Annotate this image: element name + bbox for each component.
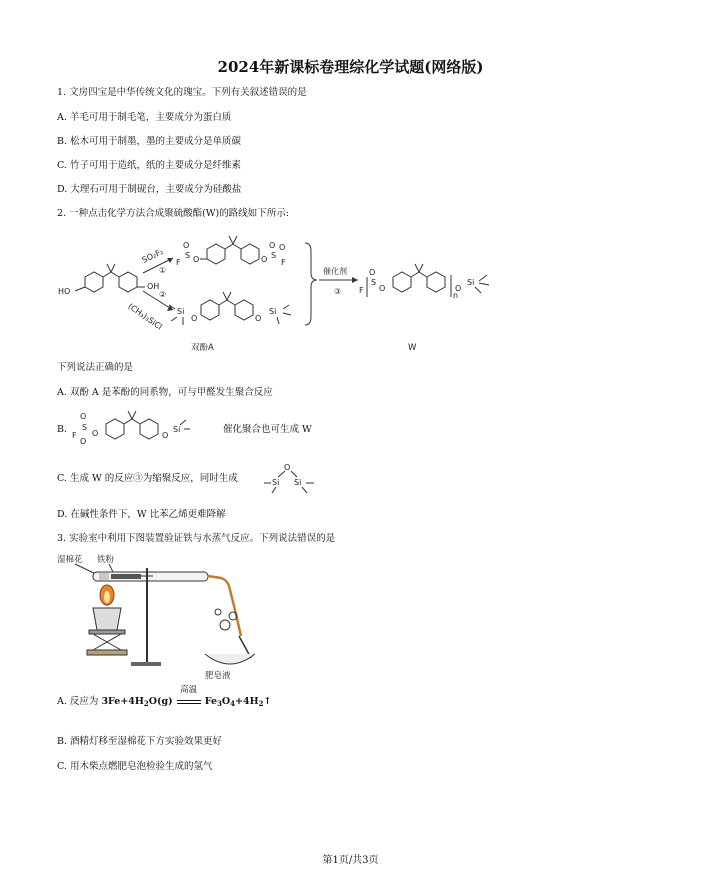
atom-s-1: S (185, 251, 191, 260)
q1-option-b: B. 松木可用于制墨，墨的主要成分是单质碳 (57, 136, 242, 147)
equation-right: $Fe_3O_4+4H_2↑$ (204, 696, 272, 708)
q3-apparatus (55, 550, 255, 685)
q2-stem: 2. 一种点击化学方法合成聚硫酸酯(W)的路线如下所示: (57, 208, 289, 219)
atom-o-10: O (455, 284, 462, 293)
atom-o-2: O (193, 255, 200, 264)
reagent-so2f2: SO₂F₂ (140, 247, 165, 265)
q2-option-c-prefix: C. 生成 W 的反应③为缩聚反应，同时生成 (57, 473, 238, 484)
q3-option-b: B. 酒精灯移至湿棉花下方实验效果更好 (57, 736, 223, 747)
q2-reaction-scheme (55, 225, 505, 355)
condition-high-temperature: 高温 (180, 685, 198, 695)
q2-option-c-structure (262, 458, 322, 496)
atom-ho: HO (58, 287, 71, 296)
atom-si-6: Si (294, 478, 302, 487)
q1-stem: 1. 文房四宝是中华传统文化的瑰宝。下列有关叙述错误的是 (57, 87, 307, 98)
q1-option-d: D. 大理石可用于制砚台，主要成分为硅酸盐 (57, 184, 242, 195)
atom-si-3: Si (467, 278, 475, 287)
atom-o-8: O (369, 268, 376, 277)
label-w: W (408, 343, 417, 353)
atom-f-3: F (359, 286, 364, 295)
atom-s-3: S (371, 278, 377, 287)
atom-si-1: Si (177, 307, 185, 316)
atom-o-9: O (379, 284, 386, 293)
atom-o-13: O (92, 429, 99, 438)
q3-option-c: C. 用木柴点燃肥皂泡检验生成的氢气 (57, 761, 213, 772)
atom-si-4: Si (173, 425, 181, 434)
q3-stem: 3. 实验室中利用下图装置验证铁与水蒸气反应。下列说法错误的是 (57, 533, 336, 544)
q2-option-a: A. 双酚 A 是苯酚的同系物，可与甲醛发生聚合反应 (57, 387, 273, 398)
step-1-label: ① (159, 266, 167, 275)
atom-o-12: O (80, 437, 87, 446)
q1-option-c: C. 竹子可用于造纸，纸的主要成分是纤维素 (57, 160, 241, 171)
step-2-label: ② (159, 290, 167, 299)
equation-left: $3Fe+4H_2O(g)$ (101, 696, 173, 708)
q3-option-a-prefix: A. 反应为 (57, 696, 99, 707)
page-title: 2024年新课标卷理综化学试题(网络版) (217, 58, 484, 76)
atom-f-1: F (176, 258, 181, 267)
q2-option-b-prefix: B. (57, 424, 68, 435)
atom-o-5: O (279, 243, 286, 252)
q2-option-b-structure (70, 408, 230, 450)
q3-option-a (57, 685, 272, 708)
q1-option-a: A. 羊毛可用于制毛笔，主要成分为蛋白质 (57, 112, 232, 123)
q2-option-b-suffix: 催化聚合也可生成 W (223, 424, 312, 435)
q2-option-d: D. 在碱性条件下，W 比苯乙烯更难降解 (57, 509, 226, 520)
label-soap-solution: 肥皂液 (205, 671, 231, 681)
bis-tms-ether-structure (169, 292, 291, 325)
atom-si-5: Si (272, 478, 280, 487)
atom-o-14: O (162, 431, 169, 440)
atom-s-4: S (82, 423, 88, 432)
bis-fluorosulfate-structure (176, 236, 286, 267)
page-footer: 第1页/共3页 (322, 855, 379, 866)
atom-o-7: O (255, 314, 262, 323)
reagent-tmscl: (CH₃)₃SiCl (126, 301, 164, 332)
atom-o-4: O (269, 241, 276, 250)
atom-si-2: Si (269, 307, 277, 316)
atom-o-3: O (261, 255, 268, 264)
repeat-n: n (453, 291, 459, 300)
atom-o-15: O (284, 463, 291, 472)
atom-s-2: S (271, 251, 277, 260)
atom-o-6: O (191, 314, 198, 323)
label-iron-powder: 铁粉 (97, 555, 115, 565)
atom-o-11: O (80, 412, 87, 421)
q2-prompt: 下列说法正确的是 (57, 362, 134, 373)
atom-oh: OH (147, 282, 160, 291)
catalyst-label: 催化剂 (323, 267, 347, 276)
step-3-label: ③ (334, 287, 342, 296)
polymer-w-structure (359, 264, 489, 300)
equation-arrow-condition (176, 685, 202, 707)
atom-o-1: O (183, 241, 190, 250)
label-bisphenol-a: 双酚A (191, 343, 214, 353)
label-wet-cotton: 湿棉花 (57, 555, 83, 565)
atom-f-2: F (281, 258, 286, 267)
atom-f-4: F (72, 431, 77, 440)
